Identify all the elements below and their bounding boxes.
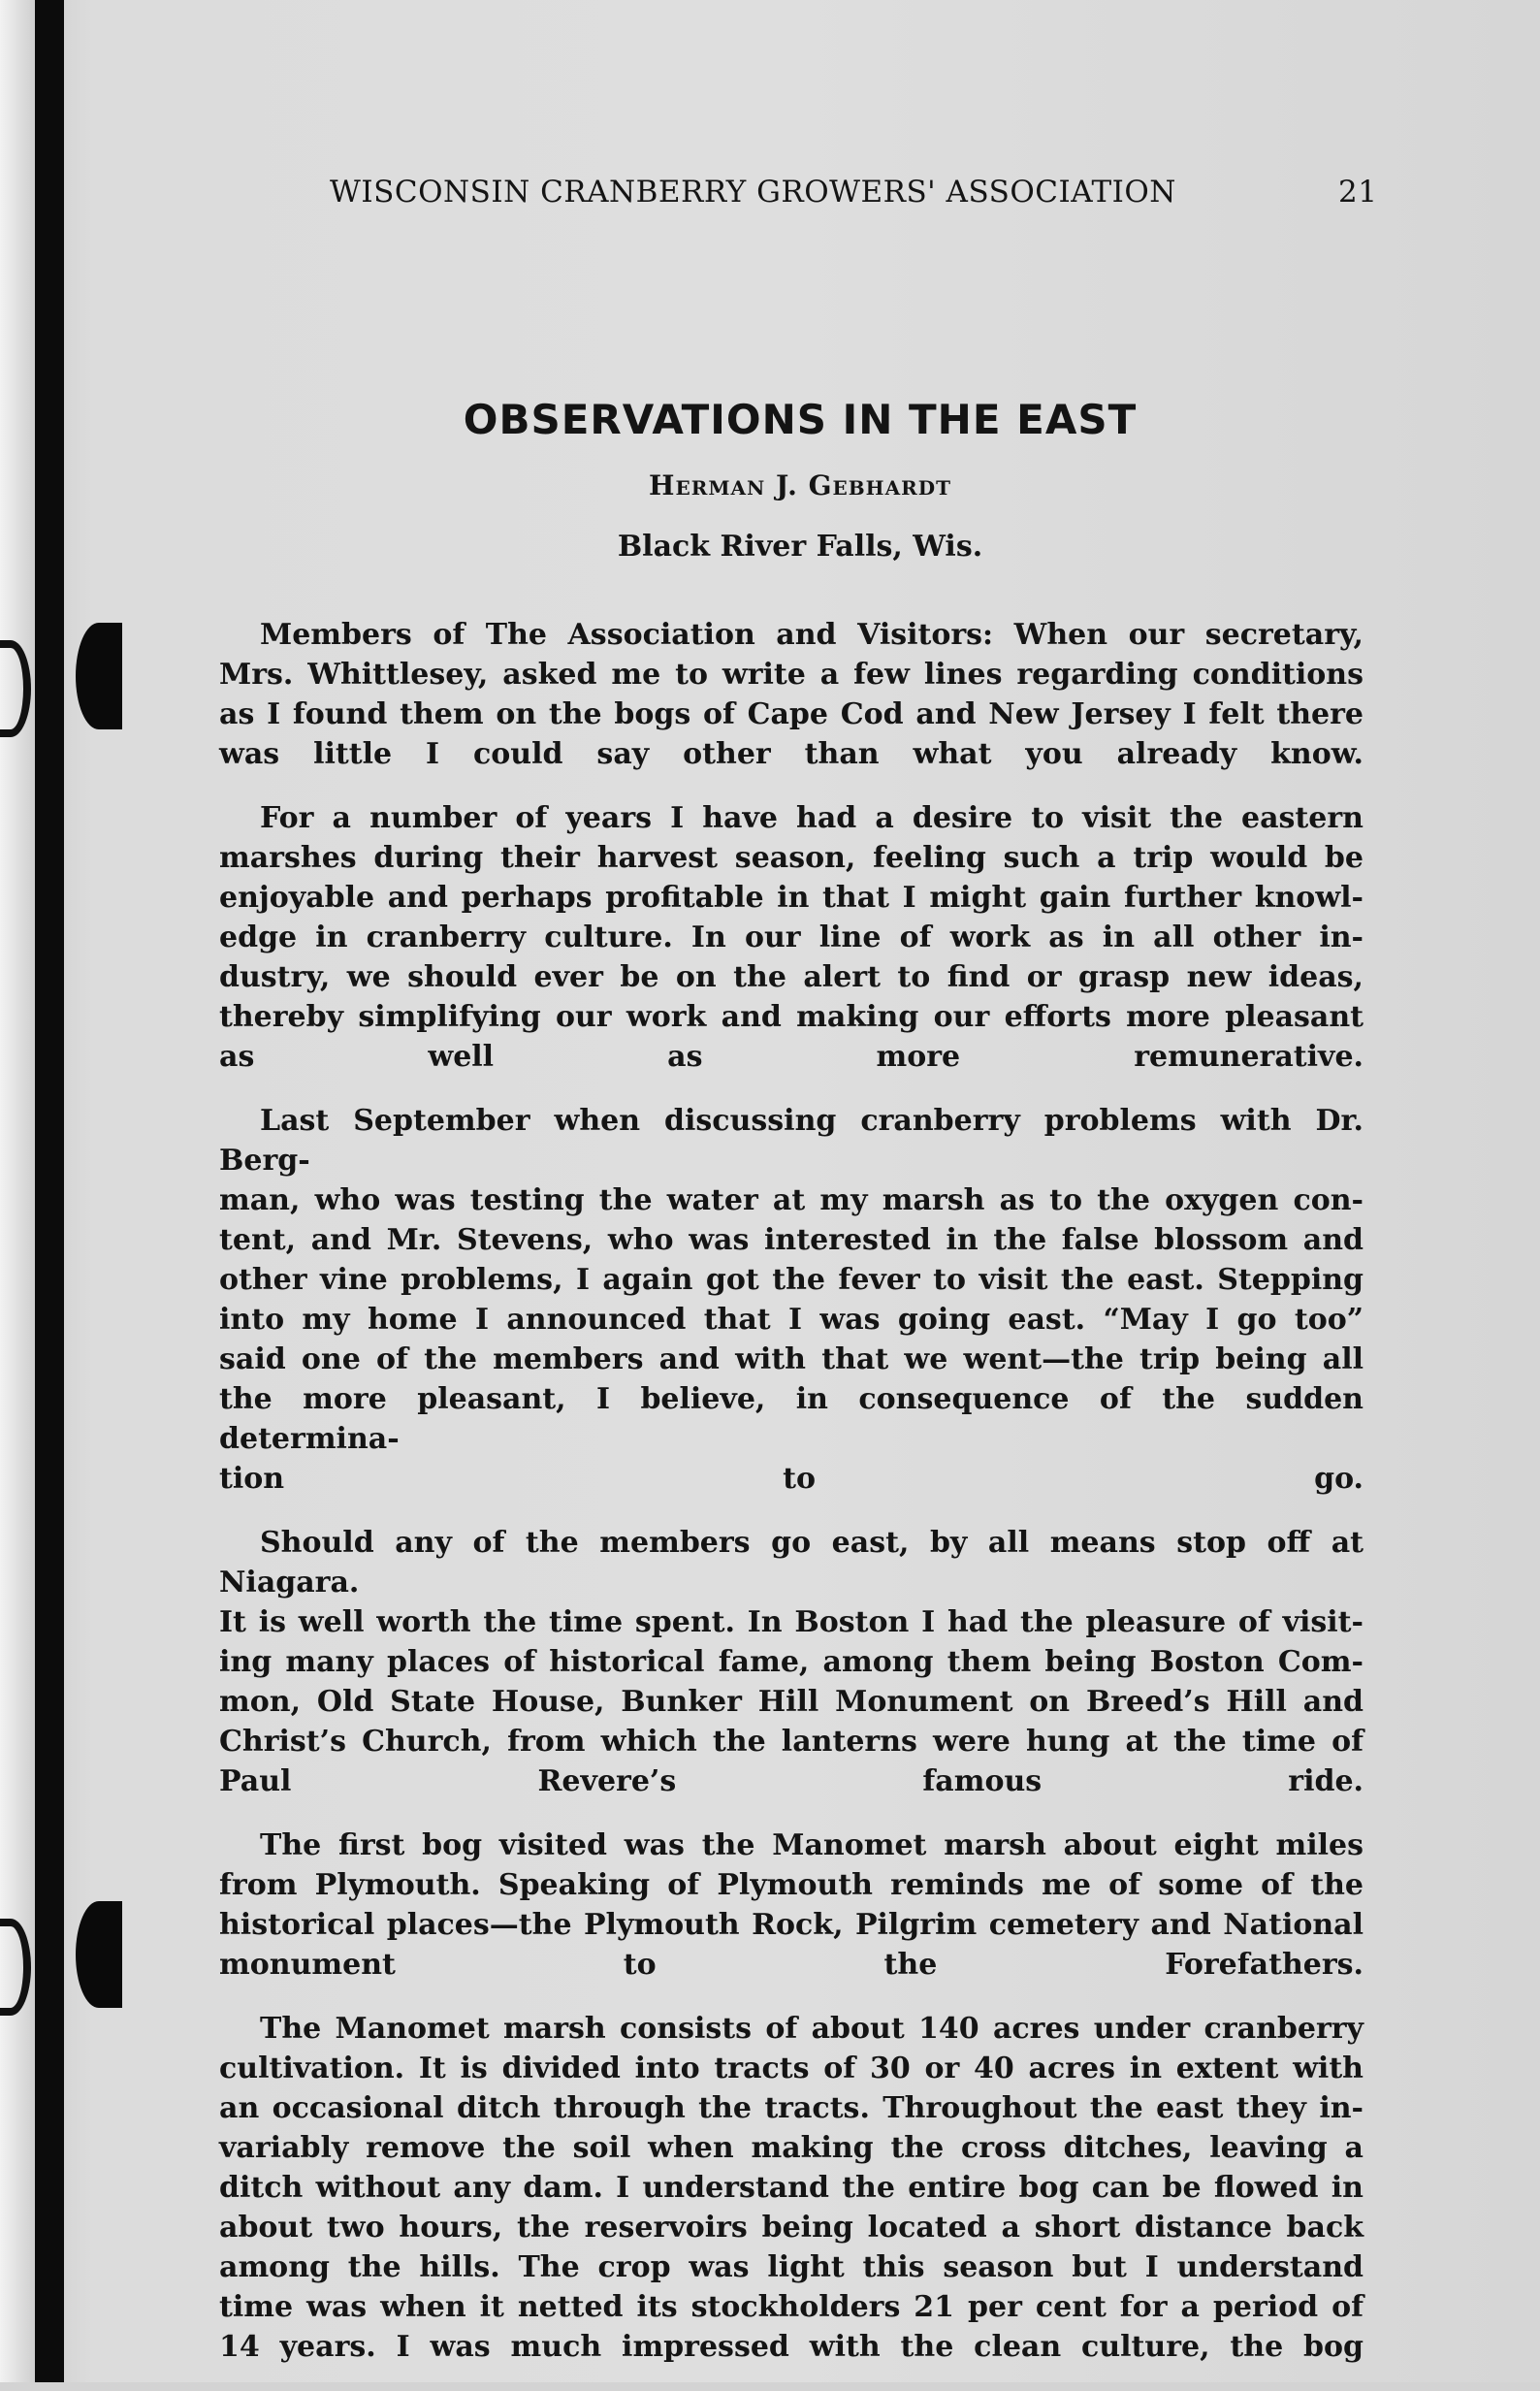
paragraph-line: dustry, we should ever be on the alert to find or grasp new ideas, bbox=[219, 960, 1364, 994]
paragraph-line: about two hours, the reservoirs being located a short distance back bbox=[219, 2211, 1364, 2245]
paragraph-last-line: was little I could say other than what you already know. bbox=[219, 737, 1364, 771]
article-body bbox=[219, 615, 1364, 2391]
paragraph-line: Members of The Association and Visitors: When our secretary, bbox=[260, 618, 1364, 652]
paragraph-line: variably remove the soil when making the cross ditches, leaving a bbox=[219, 2131, 1364, 2165]
paragraph-line: from Plymouth. Speaking of Plymouth reminds me of some of the bbox=[219, 1868, 1364, 1902]
paragraph-line: edge in cranberry culture. In our line of work as in all other in- bbox=[219, 921, 1364, 954]
paragraph-line: Mrs. Whittlesey, asked me to write a few lines regarding conditions bbox=[219, 658, 1364, 692]
paragraph-line: enjoyable and perhaps profitable in that I might gain further knowl- bbox=[219, 881, 1364, 915]
paragraph-last-line: monument to the Forefathers. bbox=[219, 1948, 1364, 1982]
paragraph-line: said one of the members and with that we went—the trip being all bbox=[219, 1342, 1364, 1376]
paragraph-line: mon, Old State House, Bunker Hill Monument on Breed’s Hill and bbox=[219, 1685, 1364, 1719]
paragraph-line: man, who was testing the water at my marsh as to the oxygen con- bbox=[219, 1183, 1364, 1217]
paragraph-line: the more pleasant, I believe, in consequence of the sudden determina- bbox=[219, 1382, 1364, 1456]
paragraph bbox=[219, 615, 1364, 774]
binder-ring-bottom bbox=[76, 1901, 122, 2008]
paragraph-line: It is well worth the time spent. In Boston I had the pleasure of visit- bbox=[219, 1605, 1364, 1639]
paragraph-line: thereby simplifying our work and making our efforts more pleasant bbox=[219, 1000, 1364, 1034]
paragraph-last-line: tion to go. bbox=[219, 1462, 1364, 1496]
paragraph-line: marshes during their harvest season, feeling such a trip would be bbox=[219, 841, 1364, 875]
paragraph-line: ing many places of historical fame, among them being Boston Com- bbox=[219, 1645, 1364, 1679]
paragraph-line: an occasional ditch through the tracts. Throughout the east they in- bbox=[219, 2091, 1364, 2125]
running-header bbox=[330, 175, 1377, 210]
article-author: Herman J. Gebhardt bbox=[649, 469, 951, 501]
paragraph-line: Should any of the members go east, by all means stop off at Niagara. bbox=[219, 1526, 1364, 1599]
binding-edge bbox=[0, 0, 35, 2382]
paragraph-line: For a number of years I have had a desire to visit the eastern bbox=[260, 801, 1364, 835]
paragraph bbox=[219, 2009, 1364, 2367]
page-number: 21 bbox=[1338, 175, 1378, 210]
article-location: Black River Falls, Wis. bbox=[617, 530, 983, 564]
paragraph bbox=[219, 798, 1364, 1077]
paragraph-line: time was when it netted its stockholders 21 per cent for a period of bbox=[219, 2290, 1364, 2324]
paragraph-line: Last September when discussing cranberry problems with Dr. Berg- bbox=[219, 1104, 1364, 1178]
paragraph-line: among the hills. The crop was light this season but I understand bbox=[219, 2250, 1364, 2284]
paragraph-line: tent, and Mr. Stevens, who was interested in the false blossom and bbox=[219, 1223, 1364, 1257]
paragraph-line: historical places—the Plymouth Rock, Pilgrim cemetery and National bbox=[219, 1908, 1364, 1942]
paragraph-line: Christ’s Church, from which the lanterns were hung at the time of bbox=[219, 1725, 1364, 1759]
binding-spine bbox=[35, 0, 64, 2382]
paragraph-line: into my home I announced that I was going east. “May I go too” bbox=[219, 1303, 1364, 1337]
binder-ring-top bbox=[76, 623, 122, 729]
paragraph-line: cultivation. It is divided into tracts of 30 or 40 acres in extent with bbox=[219, 2052, 1364, 2085]
paragraph-last-line: Paul Revere’s famous ride. bbox=[219, 1764, 1364, 1798]
article-title: OBSERVATIONS IN THE EAST bbox=[463, 396, 1138, 443]
paragraph bbox=[219, 1826, 1364, 1985]
paragraph-line: as I found them on the bogs of Cape Cod and New Jersey I felt there bbox=[219, 697, 1364, 731]
paragraph-line: ditch without any dam. I understand the entire bog can be flowed in bbox=[219, 2171, 1364, 2205]
paragraph-line: other vine problems, I again got the fever to visit the east. Stepping bbox=[219, 1263, 1364, 1297]
paragraph bbox=[219, 1523, 1364, 1801]
paragraph-line: 14 years. I was much impressed with the clean culture, the bog bbox=[219, 2330, 1364, 2364]
paragraph-line: The first bog visited was the Manomet marsh about eight miles bbox=[260, 1828, 1364, 1862]
running-title: WISCONSIN CRANBERRY GROWERS' ASSOCIATION bbox=[330, 175, 1176, 210]
paragraph-last-line: as well as more remunerative. bbox=[219, 1040, 1364, 1074]
paragraph-line: The Manomet marsh consists of about 140 acres under cranberry bbox=[260, 2012, 1364, 2046]
paragraph bbox=[219, 1101, 1364, 1499]
